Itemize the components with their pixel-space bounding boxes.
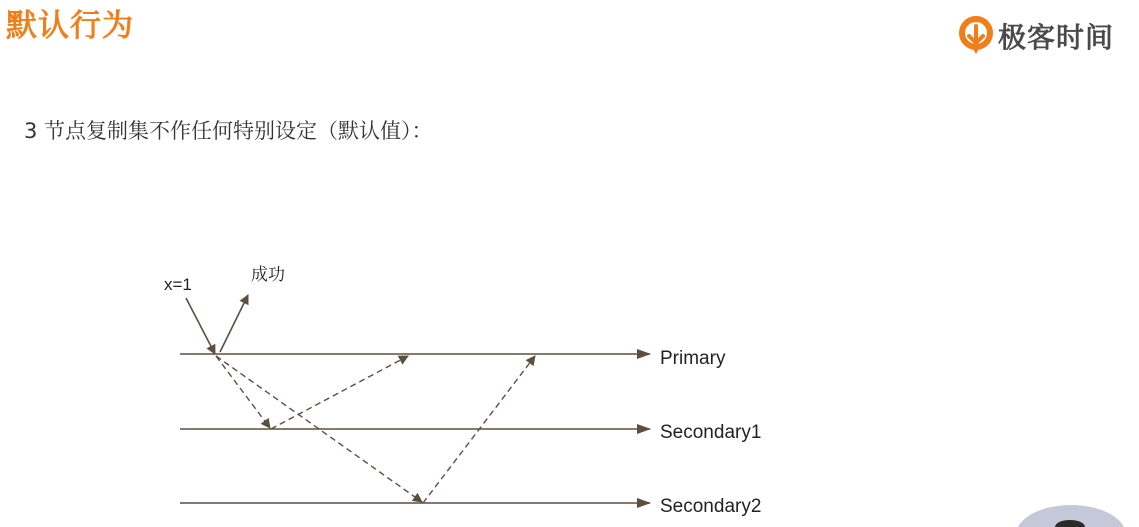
page-title: 默认行为 (6, 8, 134, 44)
ack-label: 成功 (251, 265, 285, 284)
primary-label: Primary (660, 348, 726, 369)
secondary1-label: Secondary1 (660, 422, 762, 443)
secondary2-label: Secondary2 (660, 496, 762, 517)
ack-arrow (220, 295, 248, 352)
replicate-to-secondary1-arrow (216, 356, 270, 428)
subtitle: 3 节点复制集不作任何特别设定（默认值）： (24, 119, 433, 143)
brand-name: 极客时间 (998, 21, 1115, 54)
presenter-avatar-detail (1055, 520, 1085, 527)
secondary1-ack-arrow (271, 356, 408, 429)
write-arrow (186, 298, 215, 354)
write-label: x=1 (164, 275, 192, 294)
